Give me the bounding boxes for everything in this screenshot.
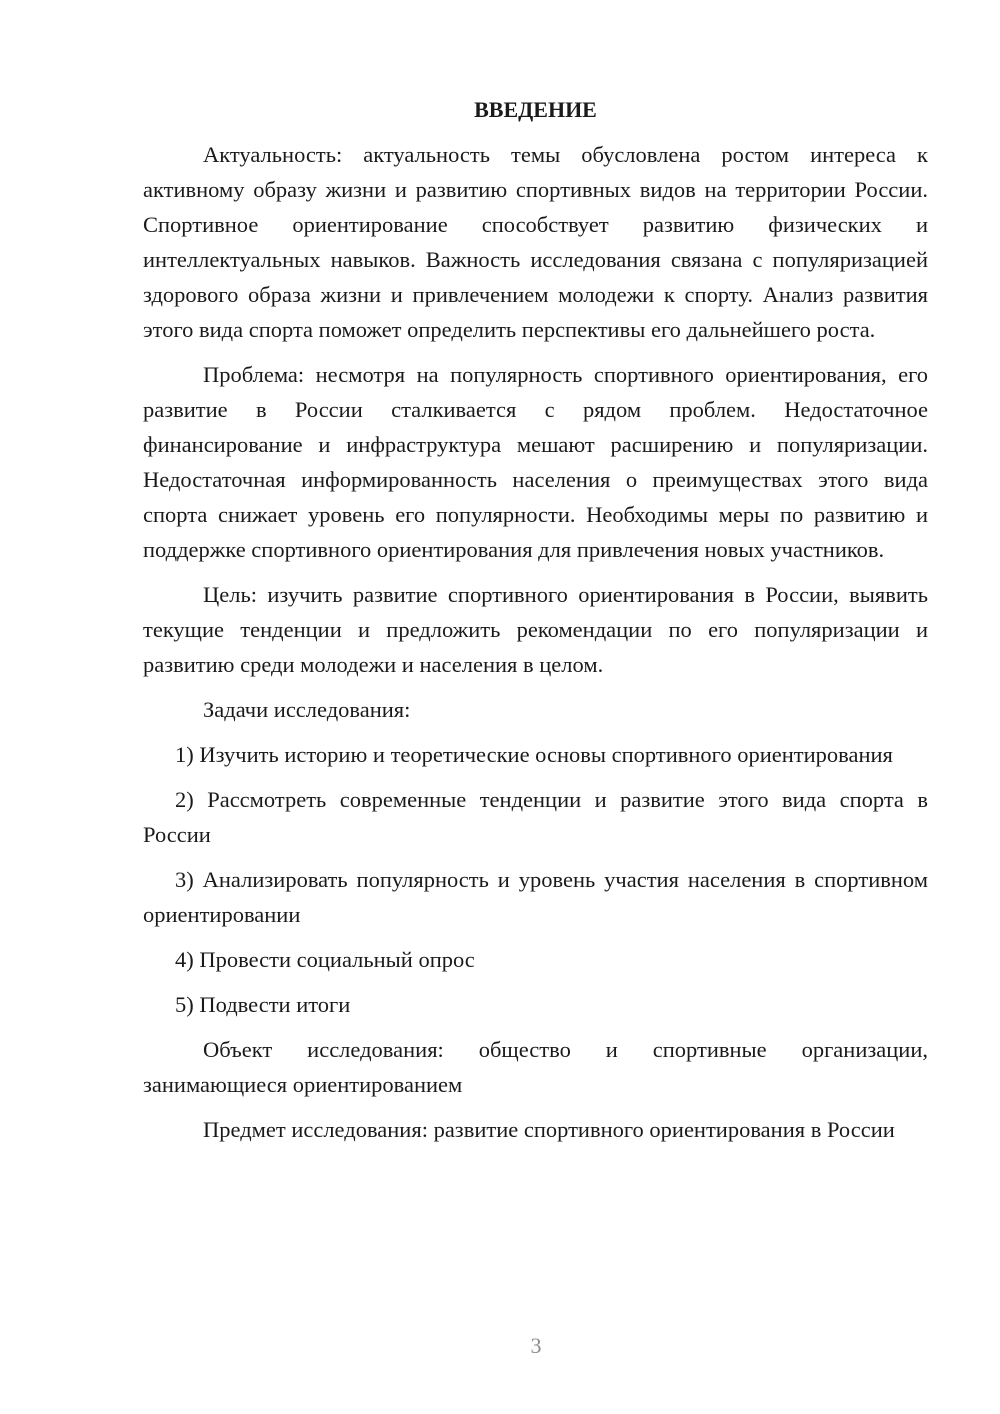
task-item: 3) Анализировать популярность и уровень участия населения в спортивном ориентировании <box>143 867 928 927</box>
paragraph-object: Объект исследования: общество и спортивные организации, занимающиеся ориентированием <box>143 1037 928 1097</box>
task-item: 5) Подвести итоги <box>175 992 351 1017</box>
paragraph-relevance: Актуальность: актуальность темы обусловлена ростом интереса к активному образу жизни и развитию спортивных видов на территории России. Спортивное ориентирование способствует развитию физических и интеллектуальных навыков. Важность исследования связана с популяризацией здорового образа жизни и привлечением молодежи к спорту. Анализ развития этого вида спорта поможет определить перспективы его дальнейшего роста. <box>143 142 928 342</box>
paragraph-tasks-intro: Задачи исследования: <box>203 697 411 722</box>
task-item: 2) Рассмотреть современные тенденции и развитие этого вида спорта в России <box>143 787 928 847</box>
document-body <box>143 92 928 1157</box>
page-number: 3 <box>530 1333 542 1358</box>
paragraph-problem: Проблема: несмотря на популярность спортивного ориентирования, его развитие в России сталкивается с рядом проблем. Недостаточное финансирование и инфраструктура мешают расширению и популяризации. Недостаточная информированность населения о преимуществах этого вида спорта снижает уровень его популярности. Необходимы меры по развитию и поддержке спортивного ориентирования для привлечения новых участников. <box>143 362 928 562</box>
task-item: 1) Изучить историю и теоретические основы спортивного ориентирования <box>175 742 893 767</box>
task-item: 4) Провести социальный опрос <box>175 947 475 972</box>
paragraph-goal: Цель: изучить развитие спортивного ориентирования в России, выявить текущие тенденции и предложить рекомендации по его популяризации и развитию среди молодежи и населения в целом. <box>143 582 928 677</box>
paragraph-subject: Предмет исследования: развитие спортивного ориентирования в России <box>203 1117 895 1142</box>
section-heading: ВВЕДЕНИЕ <box>474 97 597 122</box>
